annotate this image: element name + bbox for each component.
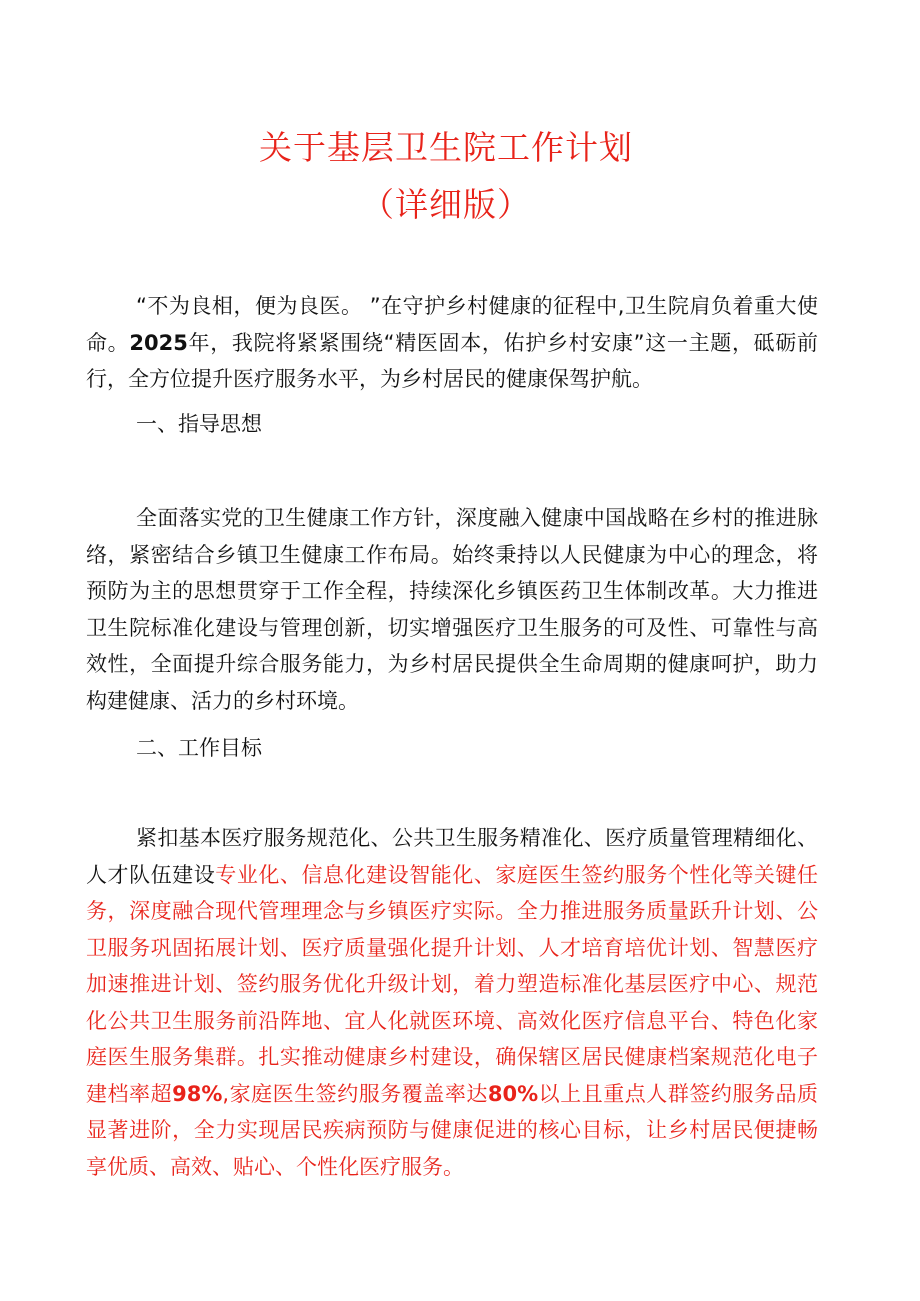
document-subtitle: （详细版） — [361, 185, 531, 224]
signing-rate: 80% — [487, 1081, 539, 1106]
intro-paragraph — [86, 288, 818, 398]
goals-text-red-2: ,家庭医生签约服务覆盖率达 — [222, 1081, 488, 1106]
intro-text-1: “不为良相，便为良医。 ”在守护乡村健康的征程中,卫生院肩负着重大使命。 — [86, 294, 818, 355]
document-title: 关于基层卫生院工作计划 — [259, 128, 633, 167]
section-2-heading: 二、工作目标 — [136, 736, 262, 760]
intro-text-2: 年，我院将紧紧围绕“精医固本，佑护乡村安康”这一主题，砥砺前行，全方位提升医疗服务水平，为乡村居民的健康保驾护航。 — [86, 330, 819, 391]
section-1-body: 全面落实党的卫生健康工作方针，深度融入健康中国战略在乡村的推进脉络，紧密结合乡镇卫生健康工作布局。始终秉持以人民健康为中心的理念，将预防为主的思想贯穿于工作全程，持续深化乡镇医药卫生体制改革。大力推进卫生院标准化建设与管理创新，切实增强医疗卫生服务的可及性、可靠性与高效性，全面提升综合服务能力，为乡村居民提供全生命周期的健康呵护，助力构建健康、活力的乡村环境。 — [86, 506, 818, 713]
section-1-heading: 一、指导思想 — [136, 412, 262, 436]
intro-year: 2025 — [129, 330, 188, 355]
goals-text-red-1: 专业化、信息化建设智能化、家庭医生签约服务个性化等关键任务，深度融合现代管理理念与乡镇医疗实际。全力推进服务质量跃升计划、公卫服务巩固拓展计划、医疗质量强化提升计划、人才培育培优计划、智慧医疗加速推进计划、签约服务优化升级计划，着力塑造标准化基层医疗中心、规范化公共卫生服务前沿阵地、宜人化就医环境、高效化医疗信息平台、特色化家庭医生服务集群。扎实推动健康乡村建设，确保辖区居民健康档案规范化电子建档率超 — [86, 862, 819, 1106]
archive-rate: 98% — [172, 1081, 223, 1106]
goals-text-black: 紧扣基本医疗服务规范化、公共卫生服务精准化、医疗质量管理精细化、人才队伍建设 — [86, 826, 818, 887]
section-2-body — [86, 820, 818, 1185]
goals-text-red-3: 以上且重点人群签约服务品质显著进阶，全力实现居民疾病预防与健康促进的核心目标，让乡村居民便捷畅享优质、高效、贴心、个性化医疗服务。 — [86, 1081, 818, 1179]
